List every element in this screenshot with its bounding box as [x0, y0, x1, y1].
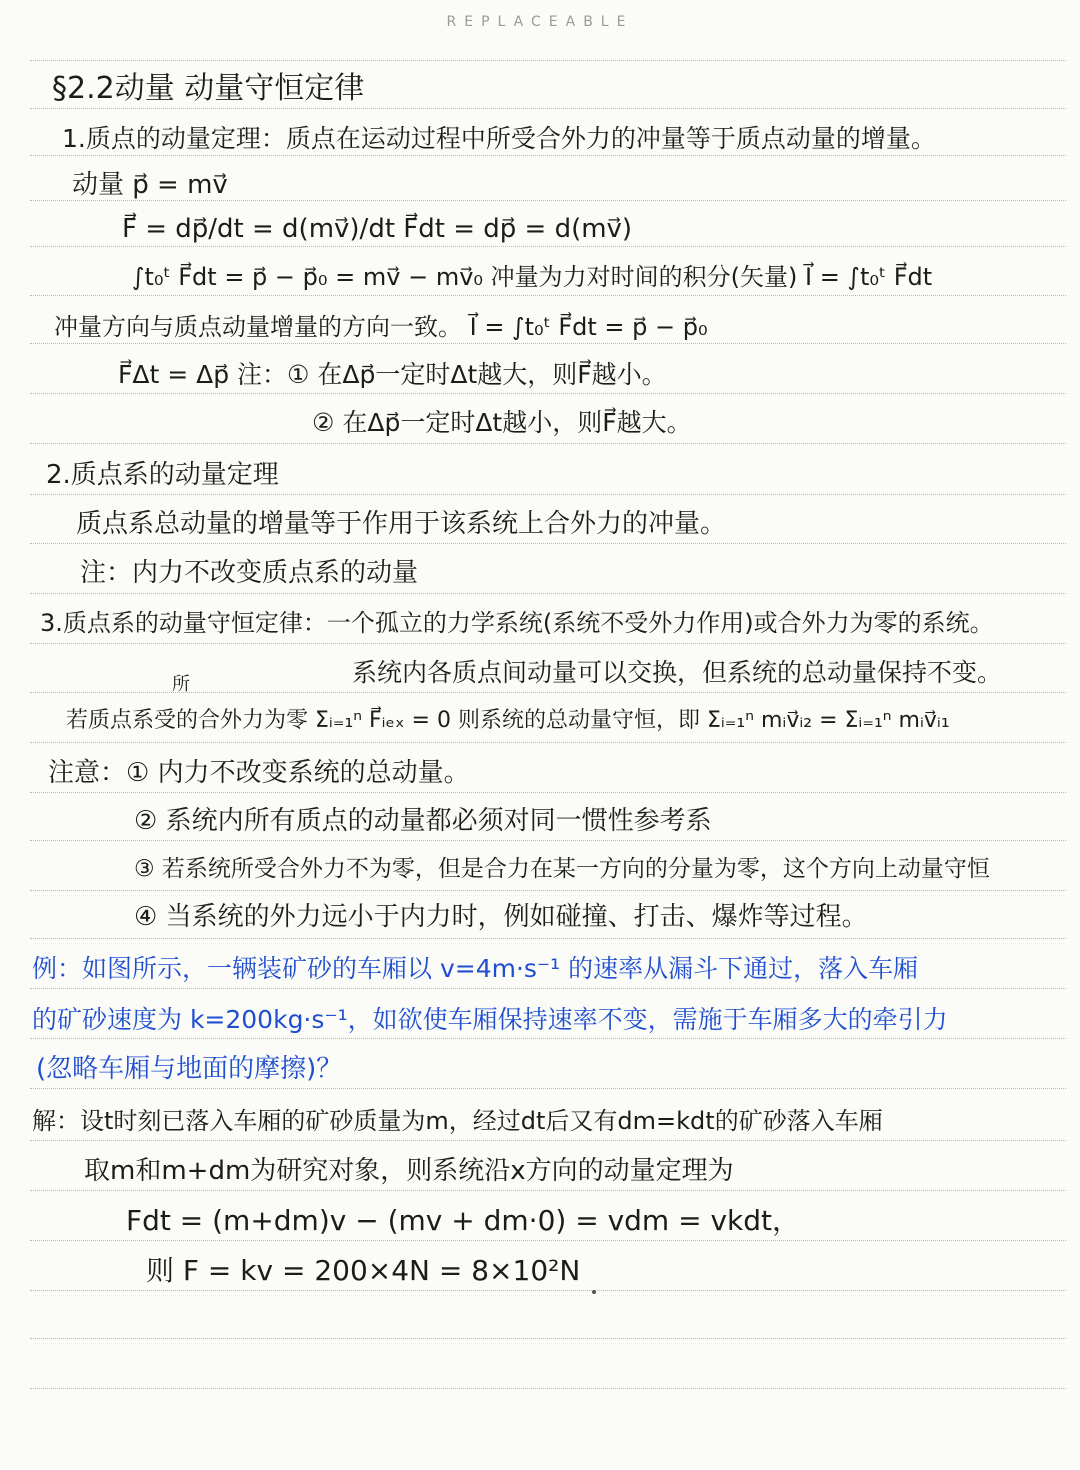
- impulse-note-1: F⃗Δt = Δp⃗ 注：① 在Δp⃗一定时Δt越大，则F⃗越小。: [118, 360, 667, 389]
- ruled-line: [30, 295, 1066, 296]
- ruled-line: [30, 890, 1066, 891]
- attention-1: 注意：① 内力不改变系统的总动量。: [48, 758, 470, 788]
- ruled-line: [30, 840, 1066, 841]
- attention-4: ④ 当系统的外力远小于内力时，例如碰撞、打击、爆炸等过程。: [134, 902, 868, 932]
- ruled-line: [30, 543, 1066, 544]
- page-brand: REPLACEABLE: [446, 14, 634, 30]
- ruled-line: [30, 643, 1066, 644]
- attention-3: ③ 若系统所受合外力不为零，但是合力在某一方向的分量为零，这个方向上动量守恒: [134, 856, 990, 882]
- ruled-line: [30, 988, 1066, 989]
- ruled-line: [30, 742, 1066, 743]
- force-equation: F⃗ = dp⃗/dt = d(mv⃗)/dt F⃗dt = dp⃗ = d(mv⃗): [122, 214, 633, 244]
- impulse-integral: ∫t₀ᵗ F⃗dt = p⃗ − p⃗₀ = mv⃗ − mv⃗₀ 冲量为力对时间的积分(矢量) I⃗ = ∫t₀ᵗ F⃗dt: [132, 263, 933, 291]
- ruled-line: [30, 246, 1066, 247]
- system-theorem-text: 质点系总动量的增量等于作用于该系统上合外力的冲量。: [76, 509, 727, 539]
- ruled-line: [30, 593, 1066, 594]
- conservation-heading: 3.质点系的动量守恒定律：一个孤立的力学系统(系统不受外力作用)或合外力为零的系统。: [40, 609, 994, 637]
- ink-dot: [592, 1290, 596, 1294]
- ruled-line: [30, 1038, 1066, 1039]
- ruled-line: [30, 938, 1066, 939]
- inserted-character: 所: [172, 674, 190, 695]
- ruled-line: [30, 792, 1066, 793]
- conservation-condition: 若质点系受的合外力为零 Σᵢ₌₁ⁿ F⃗ᵢₑₓ = 0 则系统的总动量守恒，即 Σᵢ₌₁ⁿ mᵢv⃗ᵢ₂ = Σᵢ₌₁ⁿ mᵢv⃗ᵢ₁: [66, 708, 950, 733]
- impulse-direction: 冲量方向与质点动量增量的方向一致。 I⃗ = ∫t₀ᵗ F⃗dt = p⃗ − p⃗₀: [54, 313, 708, 341]
- momentum-theorem-heading: 1.质点的动量定理：质点在运动过程中所受合外力的冲量等于质点动量的增量。: [62, 124, 936, 153]
- conservation-text: 系统内各质点间动量可以交换，但系统的总动量保持不变。: [352, 658, 1003, 687]
- attention-2: ② 系统内所有质点的动量都必须对同一惯性参考系: [134, 806, 712, 836]
- ruled-line: [30, 1290, 1066, 1291]
- ruled-line: [30, 443, 1066, 444]
- impulse-note-2: ② 在Δp⃗一定时Δt越小，则F⃗越大。: [312, 408, 692, 437]
- momentum-definition: 动量 p⃗ = mv⃗: [72, 170, 228, 200]
- ruled-line: [30, 393, 1066, 394]
- solution-line-1: 解：设t时刻已落入车厢的矿砂质量为m，经过dt后又有dm=kdt的矿砂落入车厢: [32, 1107, 883, 1135]
- ruled-line: [30, 1088, 1066, 1089]
- ruled-line: [30, 1388, 1066, 1389]
- ruled-line: [30, 1338, 1066, 1339]
- solution-line-3: Fdt = (m+dm)v − (mv + dm·0) = vdm = vkdt，: [126, 1204, 800, 1237]
- ruled-line: [30, 60, 1066, 61]
- system-theorem-note: 注：内力不改变质点系的动量: [80, 558, 419, 588]
- example-line-1: 例：如图所示，一辆装矿砂的车厢以 v=4m·s⁻¹ 的速率从漏斗下通过，落入车厢: [32, 954, 919, 983]
- system-theorem-heading: 2.质点系的动量定理: [46, 460, 279, 490]
- section-title: §2.2动量 动量守恒定律: [52, 71, 365, 106]
- ruled-line: [30, 494, 1066, 495]
- example-line-2: 的矿砂速度为 k=200kg·s⁻¹，如欲使车厢保持速率不变，需施于车厢多大的牵引力: [32, 1005, 948, 1034]
- ruled-line: [30, 1240, 1066, 1241]
- example-line-3: (忽略车厢与地面的摩擦)？: [36, 1054, 343, 1084]
- ruled-line: [30, 1190, 1066, 1191]
- solution-line-4: 则 F = kv = 200×4N = 8×10²N: [146, 1254, 581, 1287]
- ruled-line: [30, 1140, 1066, 1141]
- ruled-line: [30, 108, 1066, 109]
- solution-line-2: 取m和m+dm为研究对象，则系统沿x方向的动量定理为: [84, 1156, 734, 1186]
